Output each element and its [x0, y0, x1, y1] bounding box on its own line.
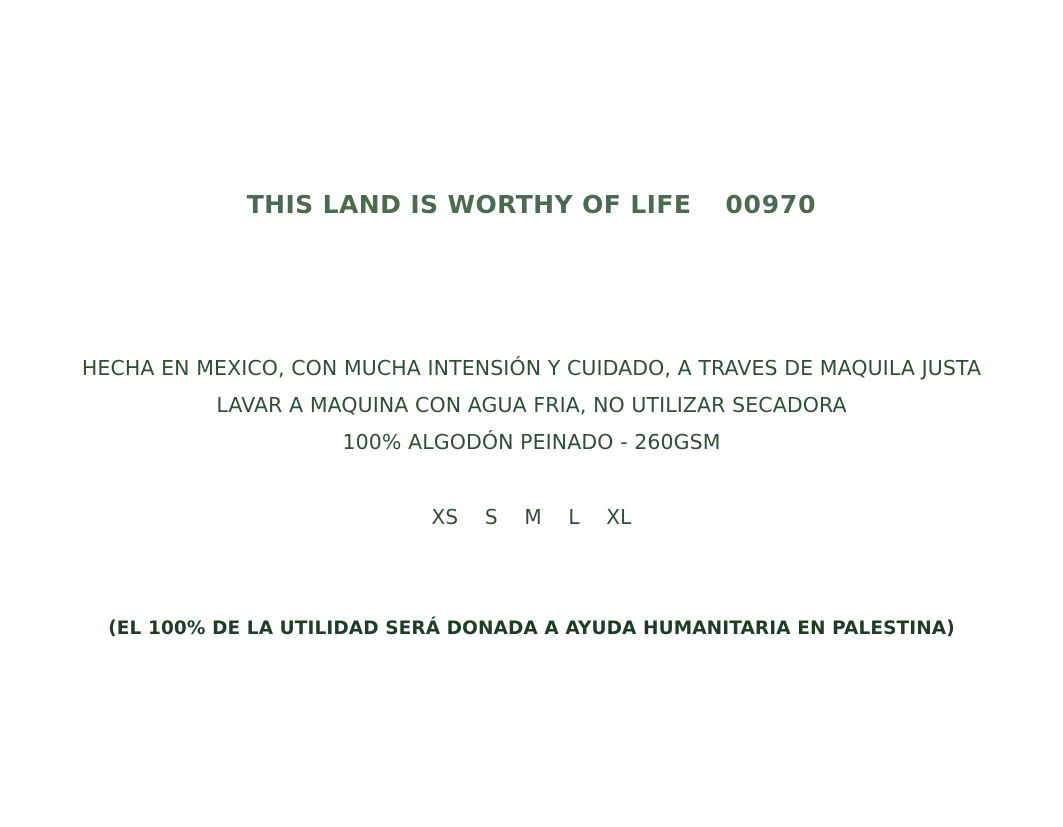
- size-option-xl: XL: [606, 505, 632, 529]
- size-option-s: S: [484, 505, 498, 529]
- size-list: [0, 505, 1063, 529]
- care-line-origin: HECHA EN MEXICO, CON MUCHA INTENSIÓN Y CUIDADO, A TRAVES DE MAQUILA JUSTA: [81, 356, 982, 380]
- care-line-washing: LAVAR A MAQUINA CON AGUA FRIA, NO UTILIZAR SECADORA: [216, 393, 847, 417]
- size-option-xs: XS: [431, 505, 459, 529]
- size-option-m: M: [524, 505, 542, 529]
- page-title: THIS LAND IS WORTHY OF LIFE: [246, 190, 692, 219]
- care-line-material: 100% ALGODÓN PEINADO - 260GSM: [342, 430, 721, 454]
- style-code: 00970: [725, 190, 817, 219]
- label-title-row: [0, 190, 1063, 219]
- care-instructions: [0, 350, 1063, 461]
- size-option-l: L: [568, 505, 580, 529]
- donation-note: (EL 100% DE LA UTILIDAD SERÁ DONADA A AYUDA HUMANITARIA EN PALESTINA): [108, 618, 955, 639]
